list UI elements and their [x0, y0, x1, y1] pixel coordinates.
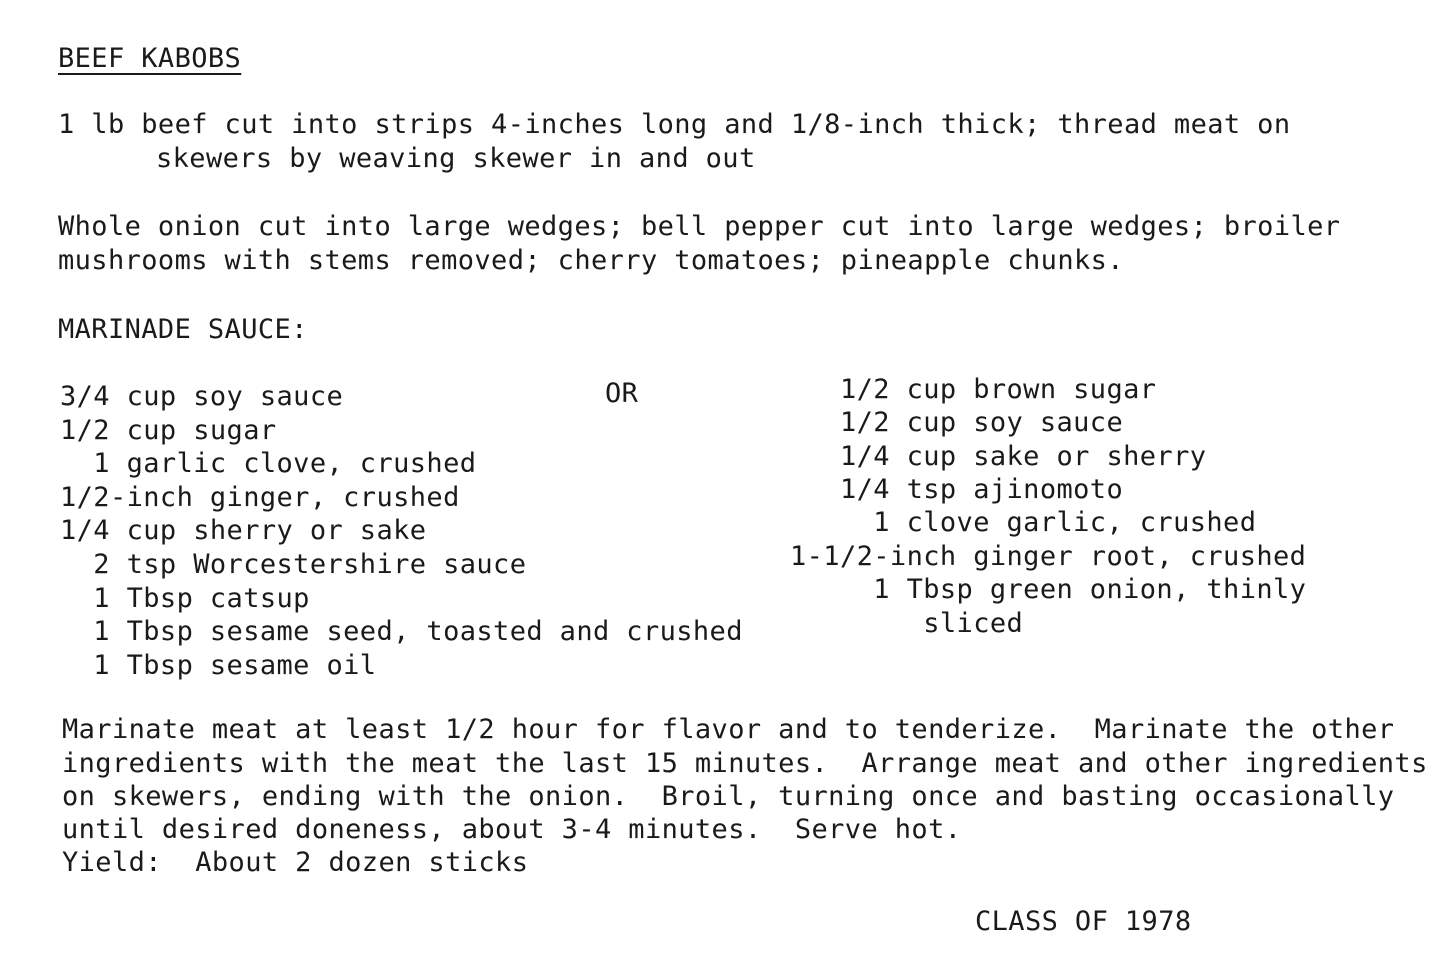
directions-line: on skewers, ending with the onion. Broil, turning once and basting occasionally: [62, 781, 1395, 812]
directions-line: until desired doneness, about 3-4 minutes. Serve hot.: [62, 814, 962, 845]
or-separator: OR: [605, 378, 639, 409]
marinade-a-item: 1 Tbsp sesame oil: [60, 650, 377, 681]
intro-line-1: 1 lb beef cut into strips 4-inches long and 1/8-inch thick; thread meat on: [58, 109, 1291, 140]
marinade-b-item: sliced: [790, 608, 1024, 639]
marinade-heading: MARINADE SAUCE:: [58, 314, 308, 345]
marinade-b-item: 1 clove garlic, crushed: [790, 507, 1257, 538]
marinade-a-item: 1 Tbsp catsup: [60, 583, 310, 614]
vegetables-line-2: mushrooms with stems removed; cherry tomatoes; pineapple chunks.: [58, 245, 1124, 276]
marinade-a-item: 1/2-inch ginger, crushed: [60, 482, 460, 513]
credit-line: CLASS OF 1978: [975, 906, 1192, 937]
marinade-a-item: 1 garlic clove, crushed: [60, 448, 477, 479]
recipe-title: BEEF KABOBS: [58, 43, 242, 74]
directions-line: Marinate meat at least 1/2 hour for flavor and to tenderize. Marinate the other: [62, 714, 1395, 745]
vegetables-line-1: Whole onion cut into large wedges; bell pepper cut into large wedges; broiler: [58, 211, 1341, 242]
marinade-b-item: 1/2 cup soy sauce: [790, 407, 1124, 438]
marinade-a-item: 1/2 cup sugar: [60, 415, 277, 446]
directions-line: ingredients with the meat the last 15 minutes. Arrange meat and other ingredients: [62, 748, 1428, 779]
marinade-b-item: 1/4 tsp ajinomoto: [790, 474, 1124, 505]
marinade-b-item: 1/2 cup brown sugar: [790, 374, 1157, 405]
marinade-b-item: 1 Tbsp green onion, thinly: [790, 574, 1307, 605]
marinade-b-item: 1/4 cup sake or sherry: [790, 441, 1207, 472]
marinade-a-item: 1 Tbsp sesame seed, toasted and crushed: [60, 616, 743, 647]
marinade-a-item: 1/4 cup sherry or sake: [60, 515, 427, 546]
marinade-b-item: 1-1/2-inch ginger root, crushed: [790, 541, 1307, 572]
marinade-a-item: 3/4 cup soy sauce: [60, 381, 344, 412]
marinade-a-item: 2 tsp Worcestershire sauce: [60, 549, 527, 580]
yield-line: Yield: About 2 dozen sticks: [62, 847, 529, 878]
intro-line-2: skewers by weaving skewer in and out: [156, 143, 756, 174]
